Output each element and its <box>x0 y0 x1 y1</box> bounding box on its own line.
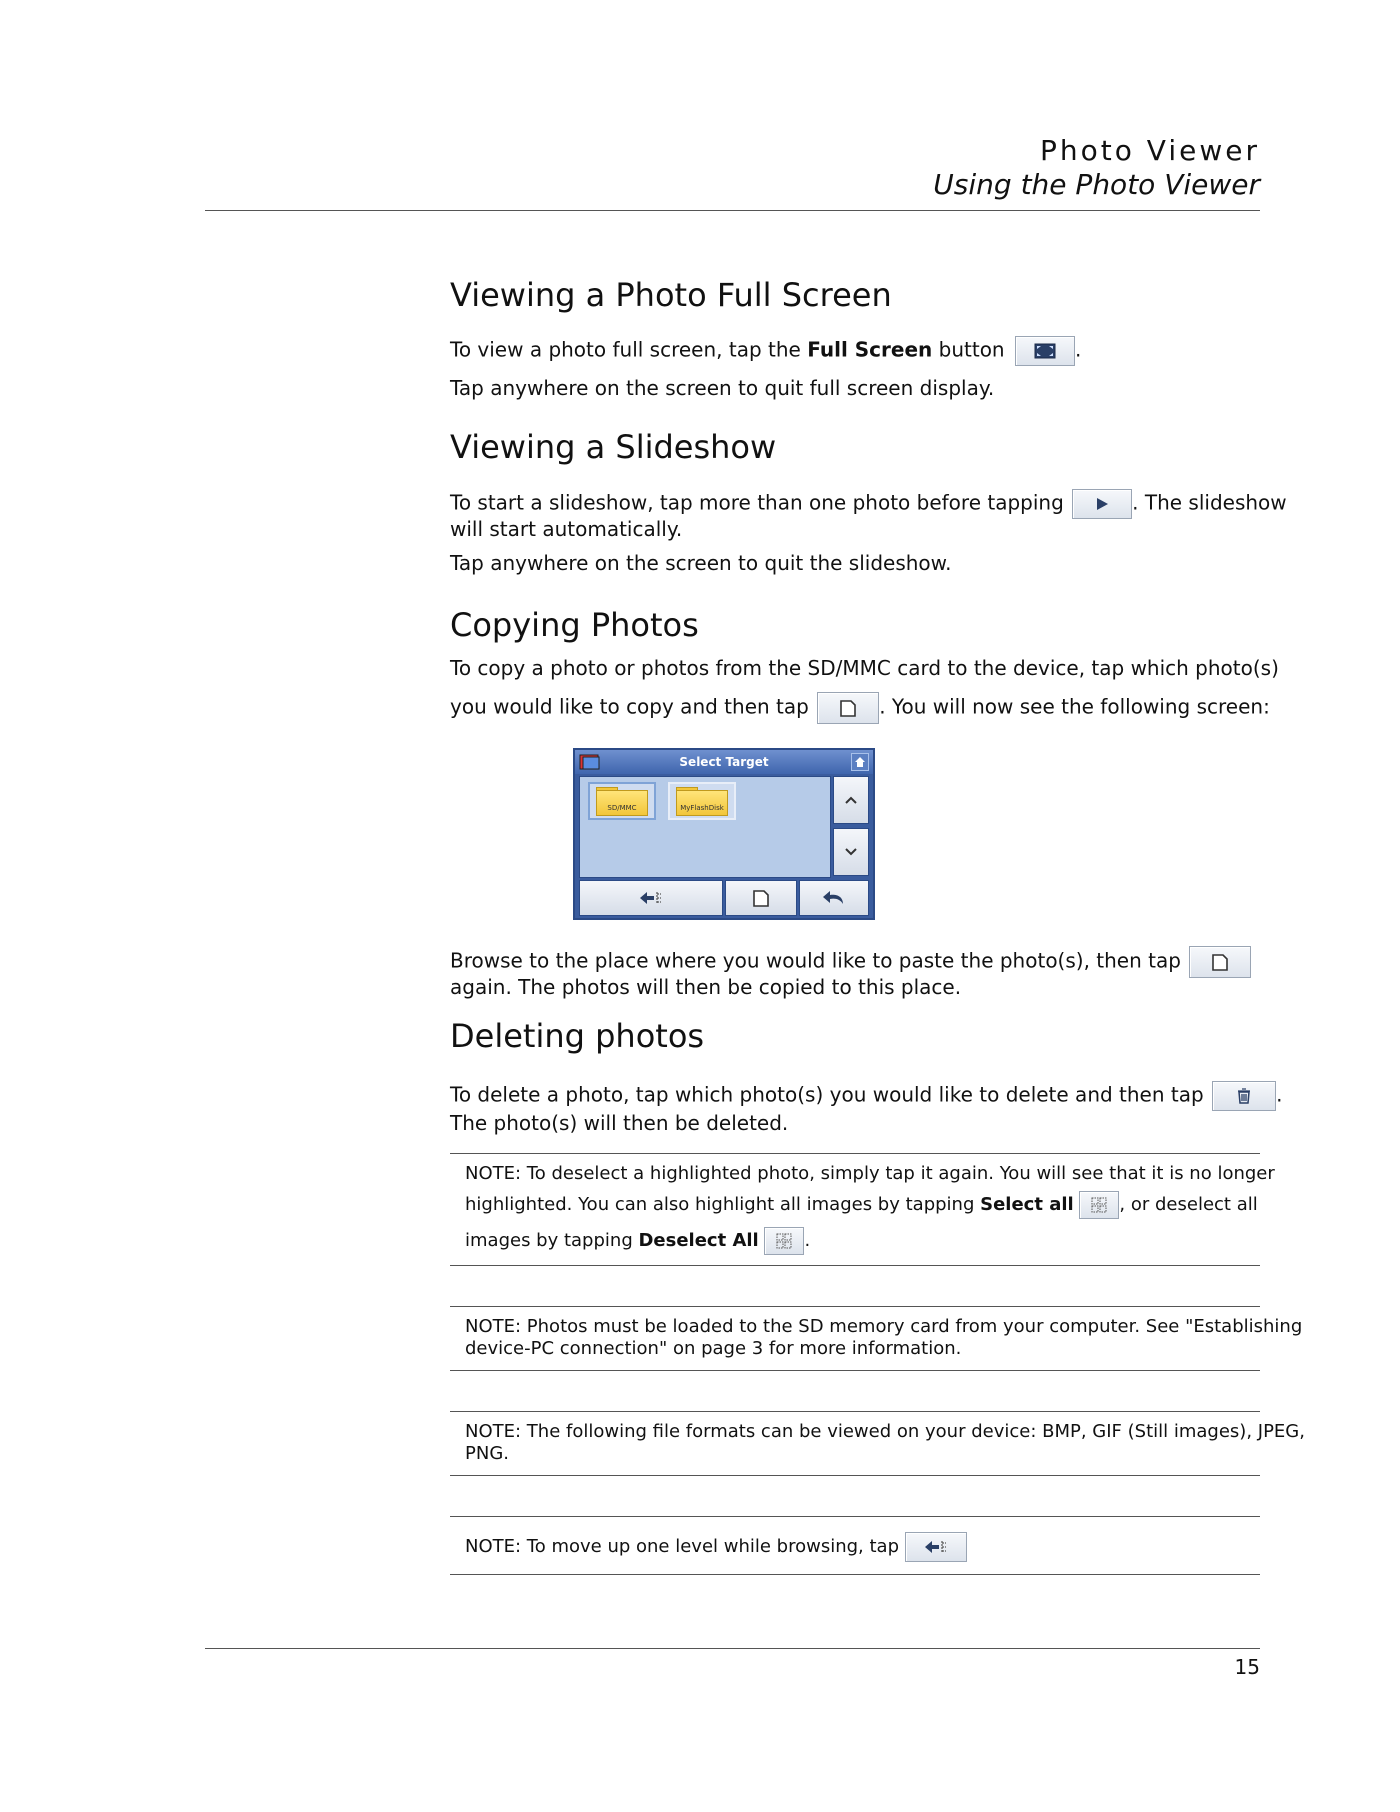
deselect-all-icon <box>775 1232 793 1250</box>
copying-line3: Browse to the place where you would like to paste the photo(s), then tap <box>450 946 1251 978</box>
copy-button-image <box>1189 946 1251 978</box>
note-sdcard-line2: device-PC connection" on page 3 for more information. <box>465 1338 962 1359</box>
up-level-button-image <box>905 1532 967 1562</box>
device-title-bar <box>575 750 873 774</box>
paste-button[interactable] <box>725 880 797 916</box>
chevron-up-icon <box>844 795 858 805</box>
deleting-line1: To delete a photo, tap which photo(s) you would like to delete and then tap . <box>450 1081 1282 1111</box>
heading-copying: Copying Photos <box>450 606 699 644</box>
heading-deleting: Deleting photos <box>450 1017 705 1055</box>
device-title: Select Target <box>679 755 769 769</box>
fullscreen-line1: To view a photo full screen, tap the Full Screen button . <box>450 336 1081 366</box>
note-sdcard-line1: NOTE: Photos must be loaded to the SD memory card from your computer. See "Establishing <box>465 1316 1303 1337</box>
folder-pane <box>579 776 831 878</box>
slideshow-line2: will start automatically. <box>450 517 683 541</box>
copying-line4: again. The photos will then be copied to this place. <box>450 975 962 999</box>
note-rule <box>450 1265 1260 1266</box>
deleting-line2: The photo(s) will then be deleted. <box>450 1111 789 1135</box>
back-button[interactable] <box>799 880 869 916</box>
note-moveup-line1: NOTE: To move up one level while browsing, tap <box>465 1532 967 1562</box>
home-icon <box>854 756 866 768</box>
note-deselect-line1: NOTE: To deselect a highlighted photo, simply tap it again. You will see that it is no longer <box>465 1163 1275 1184</box>
up-level-icon <box>638 889 664 907</box>
note-rule <box>450 1475 1260 1476</box>
scroll-down-button[interactable] <box>833 828 869 876</box>
header-title: Photo Viewer <box>1040 134 1260 167</box>
fullscreen-line2: Tap anywhere on the screen to quit full screen display. <box>450 376 995 400</box>
note-formats-line2: PNG. <box>465 1443 509 1464</box>
copying-line1: To copy a photo or photos from the SD/MMC card to the device, tap which photo(s) <box>450 656 1279 680</box>
select-target-screenshot <box>573 748 875 920</box>
header-rule <box>205 210 1260 211</box>
photo-app-icon <box>579 753 601 771</box>
fullscreen-button-image <box>1015 336 1075 366</box>
note-rule <box>450 1411 1260 1412</box>
undo-icon <box>821 889 847 907</box>
copy-button-image <box>817 692 879 724</box>
slideshow-line3: Tap anywhere on the screen to quit the slideshow. <box>450 551 952 575</box>
up-level-button[interactable] <box>579 880 723 916</box>
note-rule <box>450 1153 1260 1154</box>
folder-myflashdisk[interactable] <box>668 782 736 820</box>
note-rule <box>450 1370 1260 1371</box>
folder-sdmmc[interactable] <box>588 782 656 820</box>
note-rule <box>450 1574 1260 1575</box>
trash-icon <box>1236 1088 1252 1104</box>
select-all-button-image <box>1079 1191 1119 1219</box>
header-subtitle: Using the Photo Viewer <box>933 168 1260 201</box>
copy-icon <box>839 698 857 718</box>
heading-slideshow: Viewing a Slideshow <box>450 428 777 466</box>
heading-fullscreen: Viewing a Photo Full Screen <box>450 276 892 314</box>
scroll-up-button[interactable] <box>833 776 869 824</box>
copy-icon <box>752 888 770 908</box>
up-level-icon <box>923 1538 949 1556</box>
fullscreen-bold: Full Screen <box>807 337 933 362</box>
copying-line2: you would like to copy and then tap . You will now see the following screen: <box>450 692 1270 724</box>
note-deselect-line2: highlighted. You can also highlight all images by tapping Select all , or deselect all <box>465 1191 1258 1219</box>
delete-button-image <box>1212 1081 1276 1111</box>
copy-icon <box>1211 952 1229 972</box>
play-icon <box>1094 496 1110 512</box>
deselect-all-button-image <box>764 1227 804 1255</box>
note-deselect-line3: images by tapping Deselect All . <box>465 1227 810 1255</box>
chevron-down-icon <box>844 847 858 857</box>
slideshow-line1: To start a slideshow, tap more than one photo before tapping . The slideshow <box>450 489 1287 519</box>
note-rule <box>450 1516 1260 1517</box>
note-formats-line1: NOTE: The following file formats can be viewed on your device: BMP, GIF (Still images), JPEG, <box>465 1421 1305 1442</box>
folder-label: MyFlashDisk <box>676 790 728 816</box>
note-rule <box>450 1306 1260 1307</box>
folder-label: SD/MMC <box>596 790 648 816</box>
page-number: 15 <box>1234 1655 1260 1679</box>
footer-rule <box>205 1648 1260 1649</box>
play-button-image <box>1072 489 1132 519</box>
select-all-icon <box>1090 1196 1108 1214</box>
fullscreen-icon <box>1034 343 1056 359</box>
home-button[interactable] <box>851 753 869 771</box>
